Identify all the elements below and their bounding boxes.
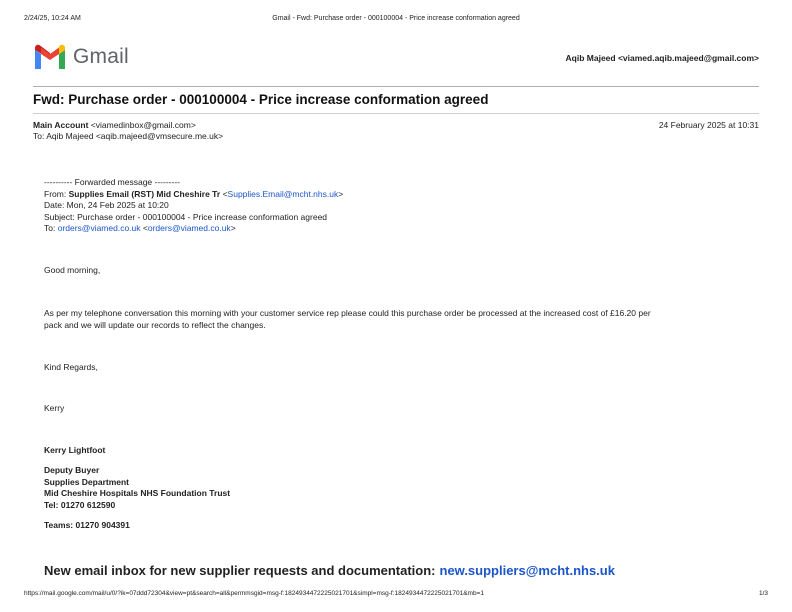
- closing: Kind Regards,: [44, 362, 98, 372]
- email-from: [33, 120, 196, 130]
- paragraph-line-1: As per my telephone conversation this morning with your customer service rep please could this purchase order be processed at the increased cost of £16.20 per: [44, 308, 651, 318]
- email-date: 24 February 2025 at 10:31: [658, 120, 759, 130]
- forwarded-date: Date: Mon, 24 Feb 2025 at 10:20: [44, 200, 169, 210]
- signature-department: Supplies Department: [44, 476, 130, 487]
- page-number: 1/3: [758, 590, 768, 597]
- banner-text: New email inbox for new supplier requests and documentation:: [44, 563, 436, 578]
- supplier-banner: [44, 563, 615, 578]
- print-datetime: 2/24/25, 10:24 AM: [24, 15, 81, 22]
- from-address: <viamedinbox@gmail.com>: [90, 120, 196, 130]
- email-to: To: Aqib Majeed <aqib.majeed@vmsecure.me.uk>: [33, 131, 224, 141]
- signature-name: Kerry Lightfoot: [44, 445, 106, 455]
- account-name: Aqib Majeed <viamed.aqib.majeed@gmail.com>: [565, 53, 759, 63]
- print-footer: [24, 590, 768, 600]
- forwarded-from-name: Supplies Email (RST) Mid Cheshire Tr: [68, 188, 221, 199]
- from-name: Main Account: [33, 120, 89, 130]
- signature-tel: Tel: 01270 612590: [44, 499, 116, 510]
- signature-block: [44, 465, 230, 511]
- forwarded-header: [44, 177, 343, 235]
- print-header: [24, 15, 768, 25]
- supplies-email-link[interactable]: Supplies.Email@mcht.nhs.uk: [227, 188, 339, 199]
- signature-organisation: Mid Cheshire Hospitals NHS Foundation Trust: [44, 488, 231, 498]
- forwarded-from: From: Supplies Email (RST) Mid Cheshire Tr <Supplies.Email@mcht.nhs.uk>: [44, 188, 344, 199]
- orders-email-link[interactable]: orders@viamed.co.uk: [57, 223, 141, 233]
- print-title: Gmail - Fwd: Purchase order - 000100004 - Price increase conformation agreed: [272, 15, 520, 22]
- header-divider: [33, 86, 759, 87]
- greeting: Good morning,: [44, 265, 101, 275]
- forwarded-subject: Subject: Purchase order - 000100004 - Price increase conformation agreed: [44, 211, 328, 222]
- gmail-logo-icon: [33, 44, 67, 70]
- gmail-header: [33, 44, 759, 72]
- email-subject: Fwd: Purchase order - 000100004 - Price increase conformation agreed: [33, 92, 489, 107]
- gmail-wordmark: Gmail: [73, 45, 129, 68]
- message-paragraph: [44, 308, 748, 331]
- signature-teams: Teams: 01270 904391: [44, 520, 130, 530]
- forwarded-marker: ---------- Forwarded message ---------: [44, 177, 180, 187]
- sender-short-name: Kerry: [44, 403, 65, 413]
- new-suppliers-email-link[interactable]: new.suppliers@mcht.nhs.uk: [439, 563, 615, 578]
- forwarded-to: To: orders@viamed.co.uk <orders@viamed.co.uk>: [44, 223, 236, 233]
- orders-email-link-2[interactable]: orders@viamed.co.uk: [147, 223, 231, 233]
- signature-title: Deputy Buyer: [44, 465, 100, 475]
- print-url: https://mail.google.com/mail/u/0/?ik=07ddd72304&view=pt&search=all&permmsgid=msg-f:1824934472225021701&simpl=msg-f:1824934472225021701&mb=1: [24, 590, 484, 597]
- subject-divider: [33, 113, 759, 114]
- paragraph-line-2: pack and we will update our records to reflect the changes.: [44, 319, 266, 330]
